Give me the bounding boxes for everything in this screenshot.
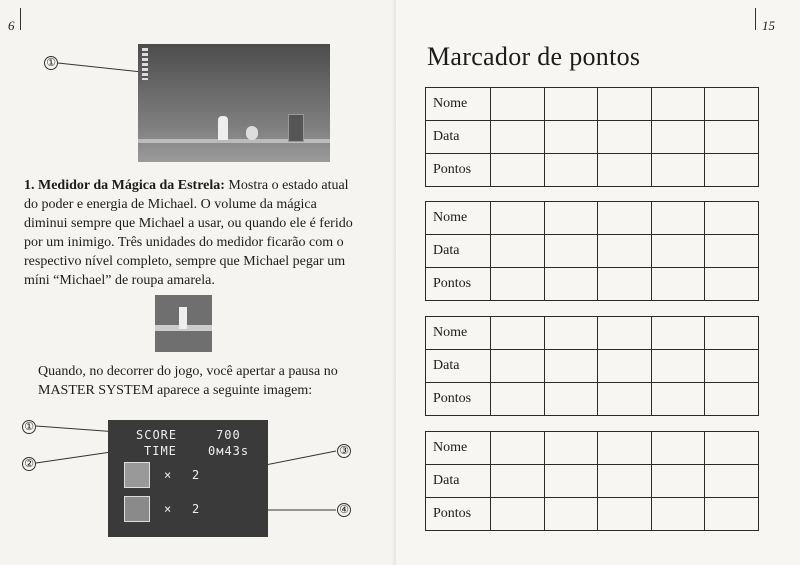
- points-label: Pontos: [426, 154, 491, 187]
- mini-michael-screenshot: [155, 295, 212, 352]
- points-label: Pontos: [426, 268, 491, 301]
- left-page: [0, 0, 396, 565]
- magic-meter-graphic: [142, 48, 148, 80]
- date-label: Data: [426, 465, 491, 498]
- callout-3: ③: [337, 444, 351, 458]
- magic-meter-description: [24, 176, 354, 290]
- callout-2: ②: [22, 457, 36, 471]
- lives-count: 2: [192, 468, 201, 482]
- score-value: 700: [216, 428, 241, 442]
- page-title: Marcador de pontos: [427, 42, 641, 71]
- page-edge-line-right: [755, 8, 756, 30]
- page-number-right: 15: [762, 18, 775, 33]
- pause-screen-screenshot: [108, 420, 268, 537]
- gameplay-screenshot: [138, 44, 330, 162]
- points-label: Pontos: [426, 498, 491, 531]
- door-graphic: [288, 114, 304, 142]
- score-table: [425, 201, 759, 301]
- time-label: TIME: [144, 444, 177, 458]
- score-table: [425, 87, 759, 187]
- name-label: Nome: [426, 317, 491, 350]
- callout-1: ①: [44, 56, 58, 70]
- score-table: [425, 431, 759, 531]
- item-body: Mostra o estado atual do poder e energia de Michael. O volume da mágica diminui sempre que Michael a usar, ou quando ele é ferido por um inimigo. Três unidades do medidor ficarão com o respectivo nível completo, sempre que Michael pegar um míni “Michael” de roupa amarela.: [24, 178, 353, 288]
- name-label: Nome: [426, 88, 491, 121]
- score-table: [425, 316, 759, 416]
- child-portrait-icon: [124, 496, 150, 522]
- name-label: Nome: [426, 432, 491, 465]
- lives-multiplier: ×: [164, 468, 173, 482]
- children-count: 2: [192, 502, 201, 516]
- name-label: Nome: [426, 202, 491, 235]
- time-value: 0м43s: [208, 444, 250, 458]
- michael-portrait-icon: [124, 462, 150, 488]
- enemy-sprite: [246, 126, 258, 140]
- callout-1-pause: ①: [22, 420, 36, 434]
- page-number-left: 6: [8, 18, 15, 33]
- pause-description: Quando, no decorrer do jogo, você apertar a pausa no MASTER SYSTEM aparece a seguinte imagem:: [38, 364, 338, 398]
- date-label: Data: [426, 121, 491, 154]
- mini-michael-sprite: [179, 307, 187, 329]
- points-label: Pontos: [426, 383, 491, 416]
- date-label: Data: [426, 350, 491, 383]
- date-label: Data: [426, 235, 491, 268]
- michael-sprite: [218, 116, 228, 140]
- item-number: 1.: [24, 178, 35, 193]
- children-multiplier: ×: [164, 502, 173, 516]
- item-title: Medidor da Mágica da Estrela:: [38, 178, 225, 193]
- callout-4: ④: [337, 503, 351, 517]
- score-label: SCORE: [136, 428, 178, 442]
